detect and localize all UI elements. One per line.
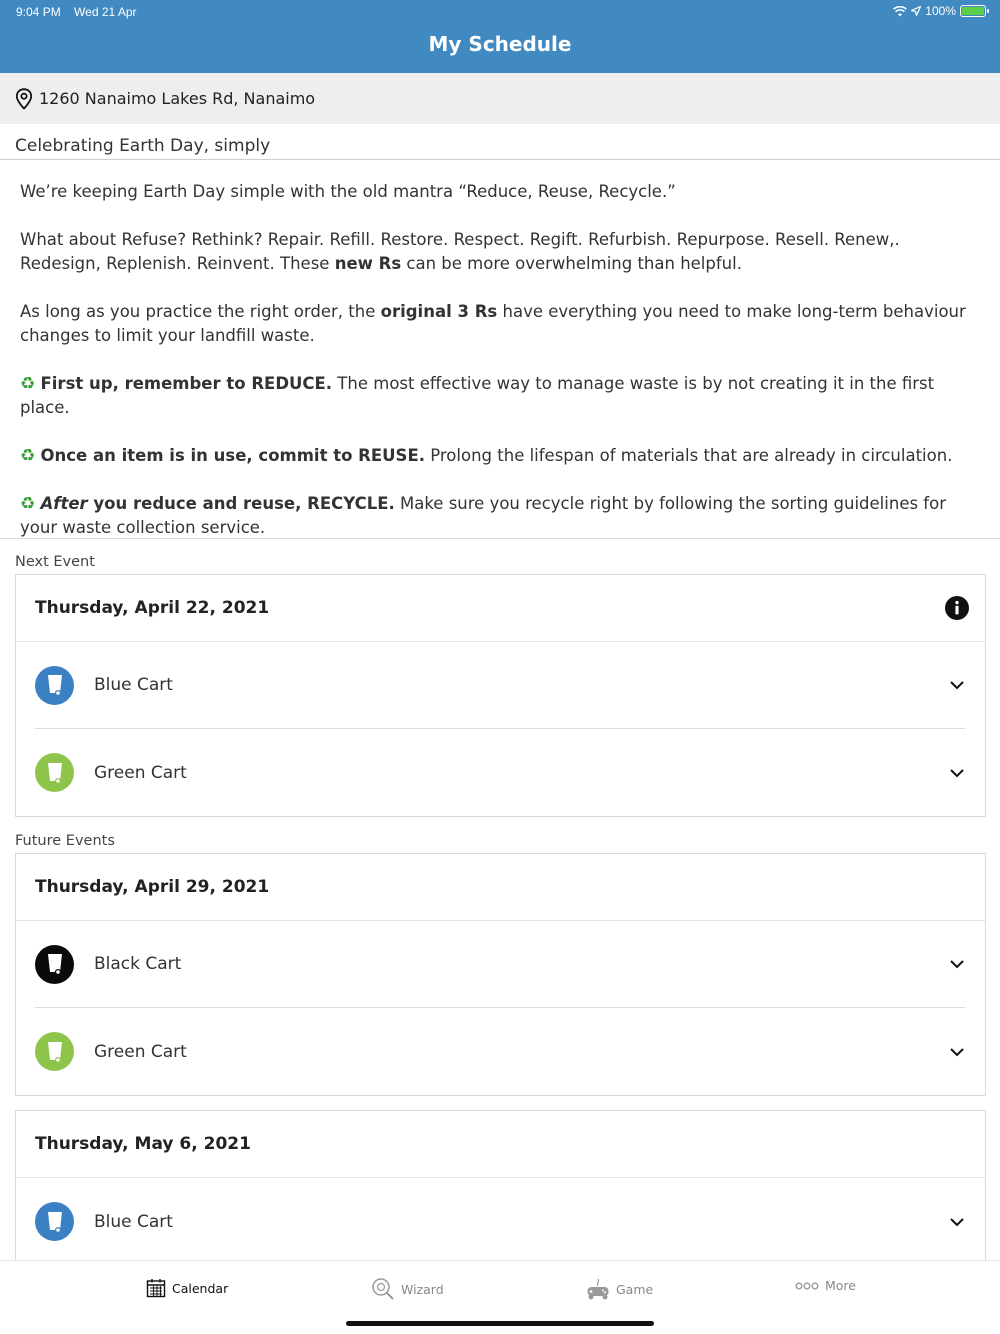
- news-text: Make sure you recycle right by following the sorting guidelines for your waste collection service.: [20, 494, 946, 537]
- cart-row-green[interactable]: [35, 1008, 965, 1095]
- news-text: Prolong the lifespan of materials that are already in circulation.: [424, 446, 953, 465]
- cart-label: Blue Cart: [94, 675, 173, 695]
- recycle-icon: ♻: [20, 494, 36, 514]
- divider: [0, 159, 1000, 160]
- event-card: [15, 574, 986, 817]
- news-paragraph: [20, 492, 975, 540]
- location-arrow-icon: [911, 6, 921, 16]
- battery-icon: [960, 5, 986, 17]
- wizard-icon: [371, 1278, 395, 1300]
- tab-calendar[interactable]: [146, 1278, 228, 1298]
- cart-row-blue[interactable]: [35, 1178, 965, 1265]
- black-cart-icon: [35, 945, 74, 984]
- news-paragraph: [20, 372, 975, 420]
- news-bold-text: original 3 Rs: [380, 302, 498, 321]
- tab-label: More: [825, 1278, 856, 1293]
- green-cart-icon: [35, 753, 74, 792]
- news-body: [20, 180, 975, 564]
- news-bold-text: you reduce and reuse, RECYCLE.: [87, 494, 395, 513]
- event-date: Thursday, May 6, 2021: [35, 1134, 251, 1154]
- news-text: What about Refuse? Rethink? Repair. Refill. Restore. Respect. Regift. Refurbish. Repurpose. Resell. Renew,. Redesign, Replenish. Reinvent. These: [20, 230, 900, 273]
- news-paragraph: [20, 300, 975, 348]
- chevron-down-icon[interactable]: [949, 1214, 965, 1230]
- app-header: [0, 0, 1000, 73]
- more-icon: [795, 1281, 819, 1291]
- home-indicator[interactable]: [346, 1321, 654, 1326]
- cart-row-green[interactable]: [35, 729, 965, 816]
- status-time: 9:04 PM: [16, 5, 61, 19]
- event-date: Thursday, April 22, 2021: [35, 598, 270, 618]
- news-paragraph: [20, 444, 975, 468]
- address-text: 1260 Nanaimo Lakes Rd, Nanaimo: [39, 89, 316, 108]
- news-heading: Celebrating Earth Day, simply: [15, 136, 271, 156]
- event-card: [15, 853, 986, 1096]
- tab-wizard[interactable]: [371, 1278, 444, 1300]
- address-bar[interactable]: [0, 73, 1000, 124]
- status-bar-right: [893, 4, 986, 18]
- calendar-icon: [146, 1278, 166, 1298]
- game-icon: [586, 1278, 610, 1300]
- tab-label: Wizard: [401, 1281, 444, 1297]
- status-bar-left: [16, 5, 147, 19]
- next-event-label: Next Event: [15, 554, 95, 570]
- news-text: can be more overwhelming than helpful.: [401, 254, 742, 273]
- chevron-down-icon[interactable]: [949, 956, 965, 972]
- news-text: As long as you practice the right order, the: [20, 302, 381, 321]
- news-bold-text: new Rs: [334, 254, 402, 273]
- tab-game[interactable]: [586, 1278, 653, 1300]
- location-pin-icon: [15, 88, 33, 110]
- wifi-icon: [893, 6, 907, 17]
- chevron-down-icon[interactable]: [949, 677, 965, 693]
- cart-row-blue[interactable]: [35, 642, 965, 729]
- tab-more[interactable]: [795, 1278, 856, 1293]
- cart-label: Green Cart: [94, 1041, 187, 1062]
- status-date: Wed 21 Apr: [74, 5, 137, 19]
- news-text: have everything you need to make long-term behaviour changes to limit your landfill waste.: [20, 302, 966, 345]
- blue-cart-icon: [35, 666, 74, 705]
- info-icon[interactable]: [945, 596, 969, 620]
- event-date: Thursday, April 29, 2021: [35, 877, 270, 897]
- future-events-label: Future Events: [15, 833, 115, 849]
- divider: [0, 538, 1000, 539]
- tab-label: Calendar: [172, 1280, 229, 1296]
- chevron-down-icon[interactable]: [949, 1044, 965, 1060]
- green-cart-icon: [35, 1032, 74, 1071]
- recycle-icon: ♻: [20, 446, 36, 466]
- news-bold-text: First up, remember to REDUCE.: [40, 374, 333, 393]
- battery-percent: 100%: [925, 4, 956, 18]
- news-text: The most effective way to manage waste is by not creating it in the first place.: [20, 374, 935, 417]
- page-title: My Schedule: [428, 32, 572, 56]
- event-card-header: [16, 575, 985, 642]
- blue-cart-icon: [35, 1202, 74, 1241]
- cart-label: Green Cart: [94, 762, 187, 783]
- news-paragraph: We’re keeping Earth Day simple with the old mantra “Reduce, Reuse, Recycle.”: [20, 182, 676, 201]
- cart-label: Black Cart: [94, 954, 182, 974]
- tab-label: Game: [616, 1281, 654, 1297]
- event-card-header: [16, 854, 985, 921]
- cart-row-black[interactable]: [35, 921, 965, 1008]
- cart-label: Blue Cart: [94, 1211, 173, 1232]
- chevron-down-icon[interactable]: [949, 765, 965, 781]
- news-paragraph: [20, 228, 975, 276]
- recycle-icon: ♻: [20, 374, 36, 394]
- news-bold-text: Once an item is in use, commit to REUSE.: [40, 446, 425, 465]
- news-bold-italic-text: After: [40, 494, 88, 513]
- event-card-header: [16, 1111, 985, 1178]
- event-card: [15, 1110, 986, 1265]
